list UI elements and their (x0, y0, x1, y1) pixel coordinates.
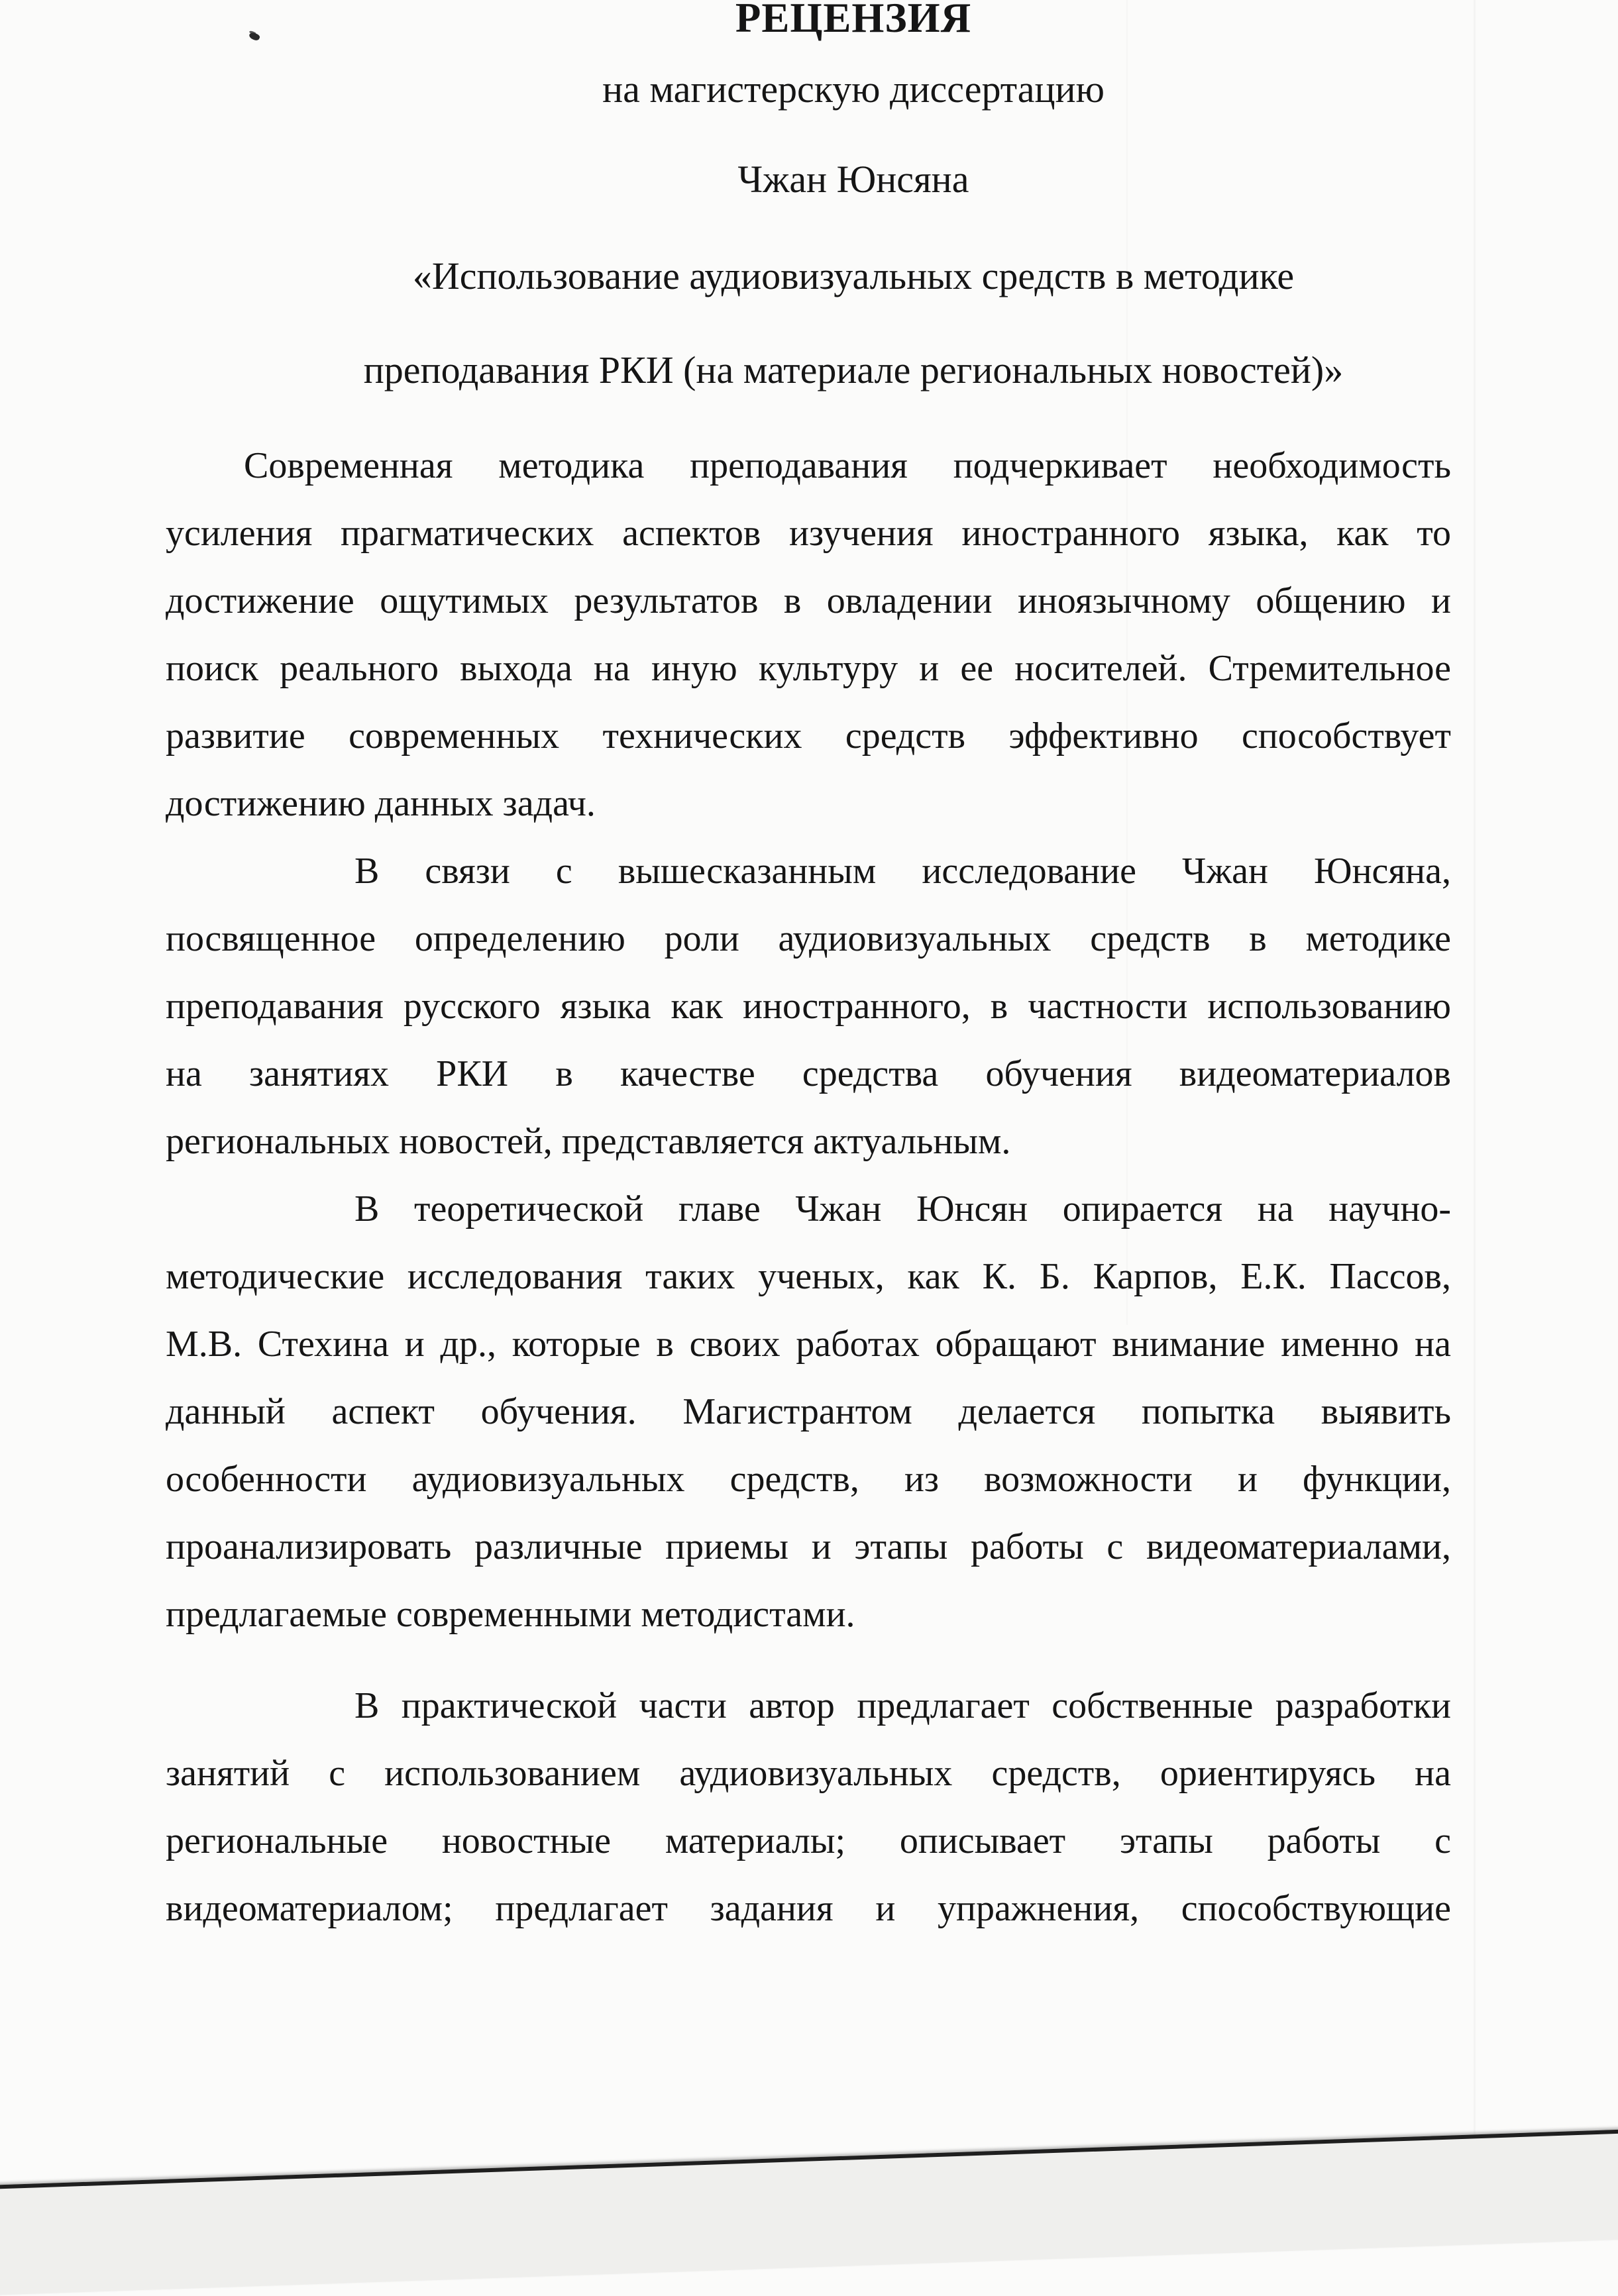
body-line: занятий с использованием аудиовизуальных средств, ориентируясь на (166, 1753, 1451, 1794)
dissertation-title-line: «Использование аудиовизуальных средств в методике (412, 254, 1295, 297)
body-line: предлагаемые современными методистами. (166, 1594, 855, 1635)
body-line: преподавания русского языка как иностранного, в частности использованию (166, 986, 1451, 1027)
body-line: данный аспект обучения. Магистрантом делается попытка выявить (166, 1391, 1451, 1432)
body-line: достижению данных задач. (166, 783, 596, 824)
body-line: В теоретической главе Чжан Юнсян опирается на научно- (354, 1188, 1451, 1229)
body-line: посвященное определению роли аудиовизуальных средств в методике (166, 918, 1451, 959)
scan-bottom-edge (0, 2127, 1618, 2296)
document-title: РЕЦЕНЗИЯ (735, 0, 972, 41)
document-subtitle: на магистерскую диссертацию (602, 68, 1105, 111)
body-line: методические исследования таких ученых, как К. Б. Карпов, Е.К. Пассов, (166, 1256, 1451, 1297)
scan-streak (1474, 0, 1476, 2178)
body-line: особенности аудиовизуальных средств, из возможности и функции, (166, 1459, 1451, 1500)
dissertation-title-line: преподавания РКИ (на материале региональных новостей)» (363, 348, 1344, 391)
body-line: М.В. Стехина и др., которые в своих работах обращают внимание именно на (166, 1324, 1451, 1365)
body-line: проанализировать различные приемы и этапы работы с видеоматериалами, (166, 1526, 1451, 1567)
body-line: достижение ощутимых результатов в овладении иноязычному общению и (166, 580, 1451, 621)
body-line: поиск реального выхода на иную культуру и ее носителей. Стремительное (166, 648, 1451, 689)
body-line: усиления прагматических аспектов изучения иностранного языка, как то (166, 513, 1451, 554)
body-line: на занятиях РКИ в качестве средства обучения видеоматериалов (166, 1053, 1451, 1094)
document-body (166, 432, 1451, 1942)
body-line: региональные новостные материалы; описывает этапы работы с (166, 1820, 1451, 1861)
body-line: Современная методика преподавания подчеркивает необходимость (244, 445, 1451, 486)
body-line: видеоматериалом; предлагает задания и упражнения, способствующие (166, 1888, 1451, 1929)
body-line: В практической части автор предлагает собственные разработки (354, 1685, 1451, 1726)
document-author-name: Чжан Юнсяна (737, 158, 969, 201)
body-line: региональных новостей, представляется актуальным. (166, 1121, 1011, 1162)
body-line: развитие современных технических средств эффективно способствует (166, 715, 1451, 757)
scan-streak (1126, 0, 1128, 1325)
body-line: В связи с вышесказанным исследование Чжан Юнсяна, (354, 851, 1451, 892)
